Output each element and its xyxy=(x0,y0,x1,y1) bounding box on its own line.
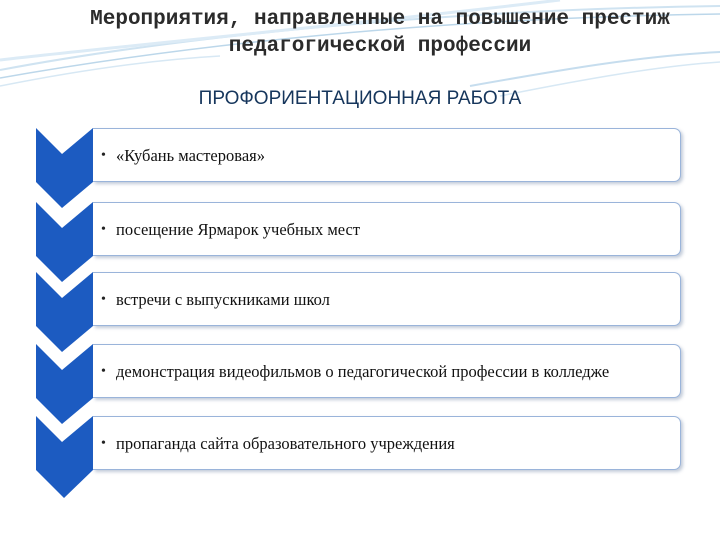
section-subtitle: ПРОФОРИЕНТАЦИОННАЯ РАБОТА xyxy=(198,88,522,109)
list-item-text: • посещение Ярмарок учебных мест xyxy=(101,220,360,239)
title-line-2: педагогической профессии xyxy=(228,35,532,58)
list-item-text: • «Кубань мастеровая» xyxy=(101,146,265,165)
list-item-3 xyxy=(93,272,681,326)
chevron-3 xyxy=(36,272,93,352)
list-item-1 xyxy=(93,128,681,182)
list-item-text: • встречи с выпускниками школ xyxy=(101,290,330,309)
list-item-text: • пропаганда сайта образовательного учреждения xyxy=(101,434,455,453)
chevron-4 xyxy=(36,344,93,424)
list-item-5 xyxy=(93,416,681,470)
chevron-1 xyxy=(36,128,93,208)
list-item-2 xyxy=(93,202,681,256)
list-item-text: • демонстрация видеофильмов о педагогической профессии в колледже xyxy=(101,362,609,381)
chevron-5 xyxy=(36,416,93,498)
chevron-2 xyxy=(36,202,93,282)
title-line-1: Мероприятия, направленные на повышение престиж xyxy=(90,8,670,31)
list-item-4 xyxy=(93,344,681,398)
